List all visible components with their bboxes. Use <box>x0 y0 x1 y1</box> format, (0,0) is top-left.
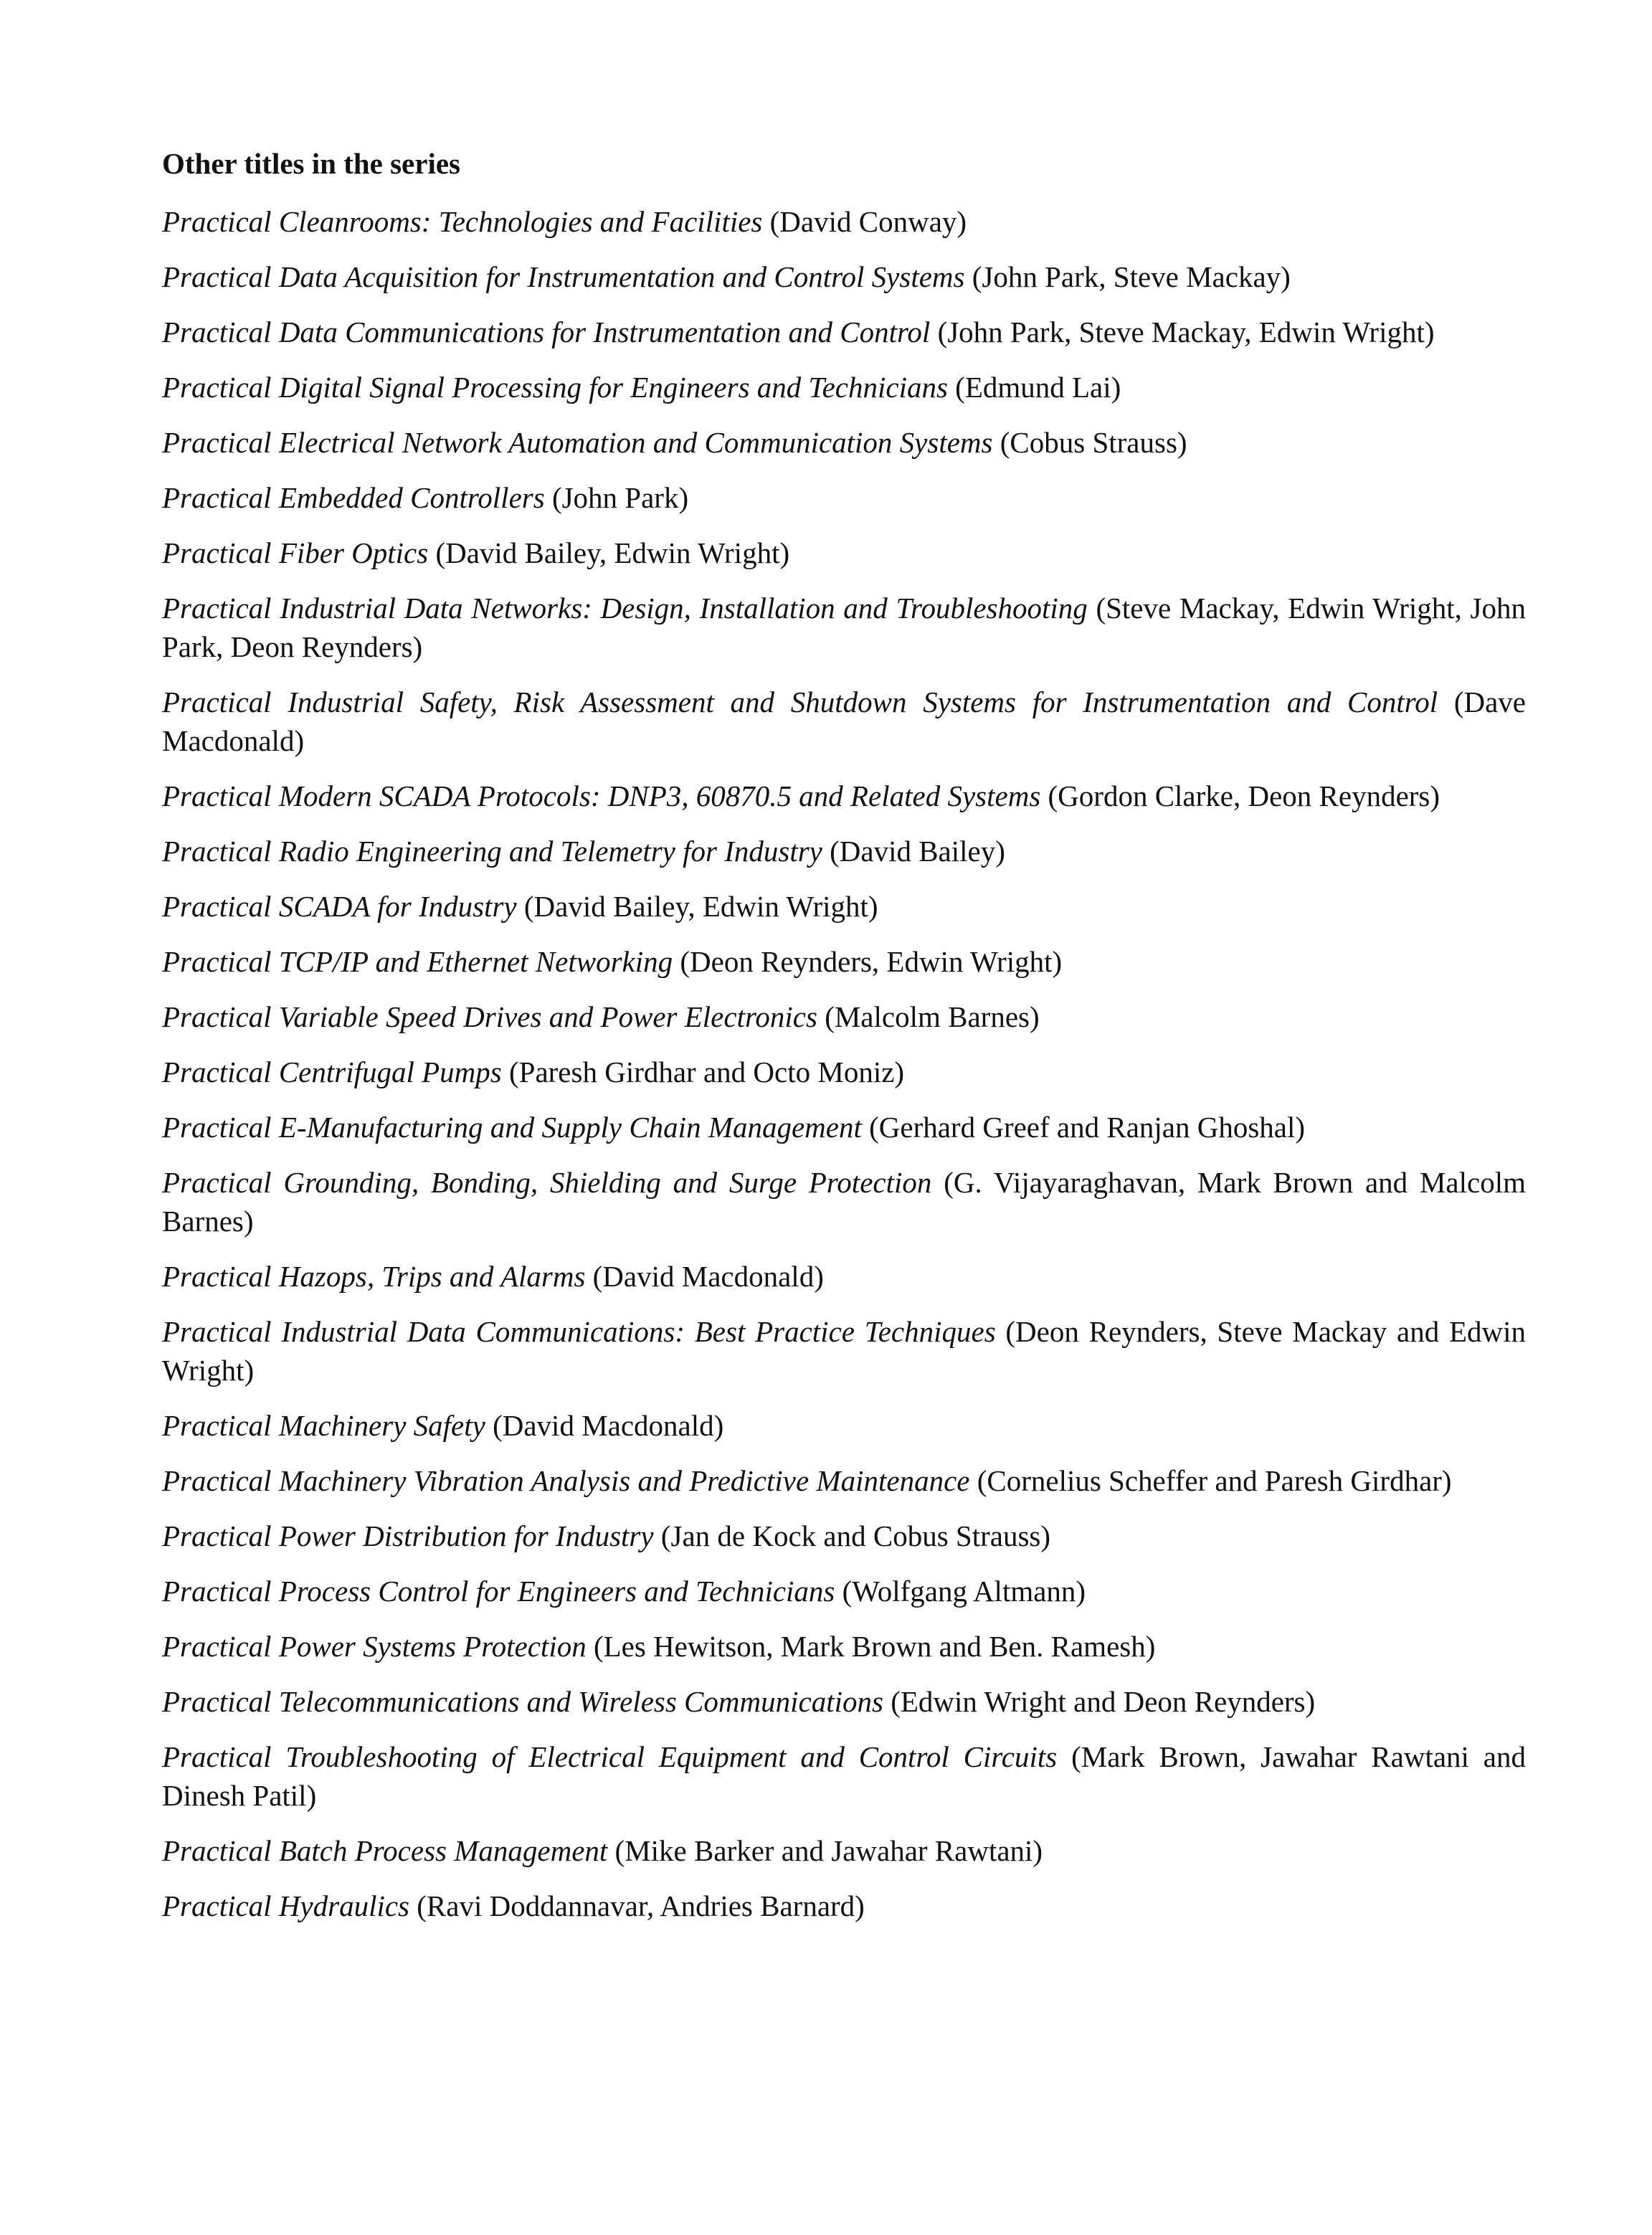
book-title: Practical Troubleshooting of Electrical Equipment and Control Circuits <box>162 1740 1058 1773</box>
book-authors: (Les Hewitson, Mark Brown and Ben. Ramesh) <box>593 1630 1156 1663</box>
list-item <box>162 478 1526 517</box>
book-authors: (Cornelius Scheffer and Paresh Girdhar) <box>977 1464 1452 1497</box>
list-item <box>162 1627 1526 1666</box>
book-authors: (Wolfgang Altmann) <box>842 1575 1086 1608</box>
book-authors: (Jan de Kock and Cobus Strauss) <box>660 1519 1051 1552</box>
book-authors: (Deon Reynders, Steve Mackay and Edwin Wright) <box>162 1315 1526 1387</box>
list-item <box>162 777 1526 815</box>
list-item <box>162 1108 1526 1147</box>
book-title: Practical Hazops, Trips and Alarms <box>162 1260 586 1293</box>
book-authors: (Mark Brown, Jawahar Rawtani and Dinesh Patil) <box>162 1740 1526 1812</box>
book-authors: (Gerhard Greef and Ranjan Ghoshal) <box>869 1111 1306 1144</box>
list-item <box>162 1163 1526 1240</box>
book-authors: (John Park) <box>551 481 689 514</box>
book-title: Practical Process Control for Engineers and Technicians <box>162 1575 835 1608</box>
list-item <box>162 1572 1526 1610</box>
list-item <box>162 1461 1526 1500</box>
book-authors: (Cobus Strauss) <box>1000 426 1187 459</box>
list-item <box>162 683 1526 760</box>
book-title: Practical E-Manufacturing and Supply Chain Management <box>162 1111 862 1144</box>
book-authors: (Deon Reynders, Edwin Wright) <box>680 945 1063 978</box>
book-title: Practical SCADA for Industry <box>162 890 517 923</box>
list-item <box>162 368 1526 407</box>
book-title: Practical Cleanrooms: Technologies and Facilities <box>162 205 763 238</box>
book-authors: (Paresh Girdhar and Octo Moniz) <box>509 1055 905 1088</box>
list-item <box>162 1737 1526 1815</box>
book-title: Practical Grounding, Bonding, Shielding and Surge Protection <box>162 1166 932 1199</box>
book-authors: (David Bailey, Edwin Wright) <box>435 536 790 569</box>
list-item <box>162 887 1526 926</box>
book-authors: (Steve Mackay, Edwin Wright, John Park, Deon Reynders) <box>162 592 1526 663</box>
list-item <box>162 1887 1526 1925</box>
book-title: Practical Fiber Optics <box>162 536 429 569</box>
list-item <box>162 1682 1526 1721</box>
book-title: Practical Power Distribution for Industry <box>162 1519 654 1552</box>
list-item <box>162 313 1526 351</box>
list-item <box>162 1831 1526 1870</box>
list-item <box>162 1257 1526 1296</box>
list-item <box>162 1053 1526 1091</box>
series-heading: Other titles in the series <box>162 147 460 180</box>
list-item <box>162 257 1526 296</box>
list-item <box>162 1312 1526 1390</box>
series-list-page <box>162 143 1526 1942</box>
book-title: Practical TCP/IP and Ethernet Networking <box>162 945 673 978</box>
book-title: Practical Batch Process Management <box>162 1834 608 1867</box>
list-item <box>162 997 1526 1036</box>
list-item <box>162 832 1526 870</box>
book-authors: (David Macdonald) <box>493 1409 724 1442</box>
book-authors: (Dave Macdonald) <box>162 685 1526 757</box>
book-authors: (David Bailey, Edwin Wright) <box>523 890 878 923</box>
book-title: Practical Machinery Vibration Analysis and Predictive Maintenance <box>162 1464 970 1497</box>
book-title: Practical Modern SCADA Protocols: DNP3, 60870.5 and Related Systems <box>162 779 1041 812</box>
book-authors: (Mike Barker and Jawahar Rawtani) <box>614 1834 1043 1867</box>
book-authors: (David Macdonald) <box>592 1260 824 1293</box>
book-title: Practical Data Communications for Instrumentation and Control <box>162 315 931 348</box>
book-authors: (G. Vijayaraghavan, Mark Brown and Malcolm Barnes) <box>162 1166 1527 1238</box>
book-title: Practical Centrifugal Pumps <box>162 1055 502 1088</box>
book-title: Practical Telecommunications and Wireless Communications <box>162 1685 883 1718</box>
book-title: Practical Data Acquisition for Instrumentation and Control Systems <box>162 260 965 293</box>
book-authors: (David Conway) <box>769 205 967 238</box>
book-title: Practical Industrial Data Networks: Design, Installation and Troubleshooting <box>162 592 1088 625</box>
book-authors: (John Park, Steve Mackay) <box>972 260 1291 293</box>
book-authors: (Gordon Clarke, Deon Reynders) <box>1048 779 1440 812</box>
list-item <box>162 1406 1526 1445</box>
book-title: Practical Variable Speed Drives and Power Electronics <box>162 1000 817 1033</box>
list-item <box>162 942 1526 981</box>
book-authors: (Malcolm Barnes) <box>825 1000 1040 1033</box>
book-title: Practical Industrial Data Communications: Best Practice Techniques <box>162 1315 996 1348</box>
book-title: Practical Digital Signal Processing for Engineers and Technicians <box>162 371 948 404</box>
list-item <box>162 1517 1526 1555</box>
book-authors: (John Park, Steve Mackay, Edwin Wright) <box>937 315 1435 348</box>
list-item <box>162 202 1526 241</box>
list-item <box>162 423 1526 462</box>
book-title: Practical Radio Engineering and Telemetry for Industry <box>162 835 822 868</box>
book-authors: (Ravi Doddannavar, Andries Barnard) <box>417 1889 865 1922</box>
book-authors: (Edwin Wright and Deon Reynders) <box>891 1685 1316 1718</box>
book-title: Practical Hydraulics <box>162 1889 410 1922</box>
list-item <box>162 533 1526 572</box>
book-title: Practical Industrial Safety, Risk Assessment and Shutdown Systems for Instrumentation and Control <box>162 685 1438 718</box>
book-authors: (Edmund Lai) <box>955 371 1121 404</box>
book-title: Practical Embedded Controllers <box>162 481 545 514</box>
list-item <box>162 589 1526 666</box>
book-title: Practical Machinery Safety <box>162 1409 485 1442</box>
book-title: Practical Power Systems Protection <box>162 1630 587 1663</box>
book-title: Practical Electrical Network Automation and Communication Systems <box>162 426 993 459</box>
book-authors: (David Bailey) <box>830 835 1005 868</box>
